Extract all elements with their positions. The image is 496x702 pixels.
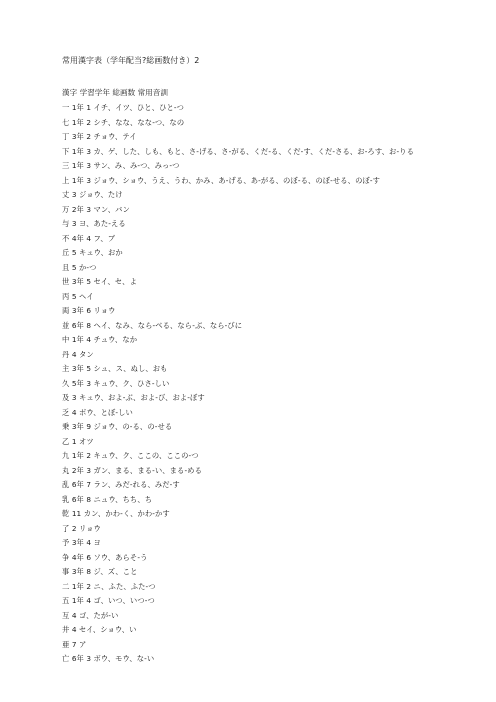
list-item: 上 1年 3 ジョウ、ショウ、うえ、うわ、かみ、あ-げる、あ-がる、のぼ-る、のぼ-せる、のぼ-す [62,175,381,185]
list-item: 丹 4 タン [62,349,94,359]
list-item: 乾 11 カン、かわ-く、かわ-かす [62,509,170,518]
list-item: 亡 6年 3 ボウ、モウ、な-い [62,654,155,663]
list-item: 世 3年 5 セイ、セ、よ [62,277,137,286]
kanji-list [62,101,434,667]
list-item: 乗 3年 9 ジョウ、の-る、の-せる [62,422,173,431]
list-item: 互 4 ゴ、たが-い [62,610,119,620]
list-item: 丘 5 キュウ、おか [62,248,123,257]
list-item: 一 1年 1 イチ、イツ、ひと、ひと-つ [62,103,185,112]
list-item: 丸 2年 3 ガン、まる、まる-い、まる-める [62,465,202,475]
list-item: 乙 1 オツ [62,436,94,446]
list-item: 予 3年 4 ヨ [62,538,101,547]
document-title: 常用漢字表（学年配当?総画数付き）2 [62,56,200,65]
list-item: 並 6年 8 ヘイ、なみ、なら-べる、なら-ぶ、なら-びに [62,320,243,330]
list-item: 下 1年 3 カ、ゲ、した、しも、もと、さ-げる、さ-がる、くだ-る、くだ-す、くだ-さる、お-ろす、お-りる [62,146,414,156]
list-item: 両 3年 6 リョウ [62,306,116,315]
list-item: 七 1年 2 シチ、なな、なな-つ、なの [62,117,185,127]
list-item: 久 5年 3 キュウ、ク、ひさ-しい [62,378,170,388]
list-item: 亜 7 ア [62,639,87,649]
list-item: 争 4年 6 ソウ、あらそ-う [62,552,148,562]
list-item: 了 2 リョウ [62,523,101,533]
list-item: 丁 3年 2 チョウ、テイ [62,132,137,141]
list-item: 乏 4 ボウ、とぼ-しい [62,407,133,417]
list-item: 不 4年 4 フ、ブ [62,233,116,243]
list-item: 乳 6年 8 ニュウ、ちち、ち [62,494,153,504]
list-item: 与 3 ヨ、あた-える [62,219,126,228]
table-header: 漢字 学習学年 総画数 常用音訓 [62,88,168,97]
list-item: 万 2年 3 マン、バン [62,204,130,214]
list-item: 二 1年 2 ニ、ふた、ふた-つ [62,581,156,591]
list-item: 乱 6年 7 ラン、みだ-れる、みだ-す [62,480,180,489]
list-item: 五 1年 4 ゴ、いつ、いつ-つ [62,596,155,605]
list-item: 三 1年 3 サン、み、み-つ、みっ-つ [62,161,180,170]
list-item: 井 4 セイ、ショウ、い [62,625,137,634]
list-item: 丈 3 ジョウ、たけ [62,190,123,199]
list-item: 丙 5 ヘイ [62,291,94,301]
list-item: 中 1年 4 チュウ、なか [62,335,138,344]
list-item: 事 3年 8 ジ、ズ、こと [62,567,138,576]
list-item: 且 5 か-つ [62,262,97,272]
list-item: 九 1年 2 キュウ、ク、ここの、ここの-つ [62,451,199,460]
list-item: 主 3年 5 シュ、ス、ぬし、おも [62,364,168,373]
list-item: 及 3 キュウ、およ-ぶ、およ-び、およ-ぼす [62,393,205,402]
